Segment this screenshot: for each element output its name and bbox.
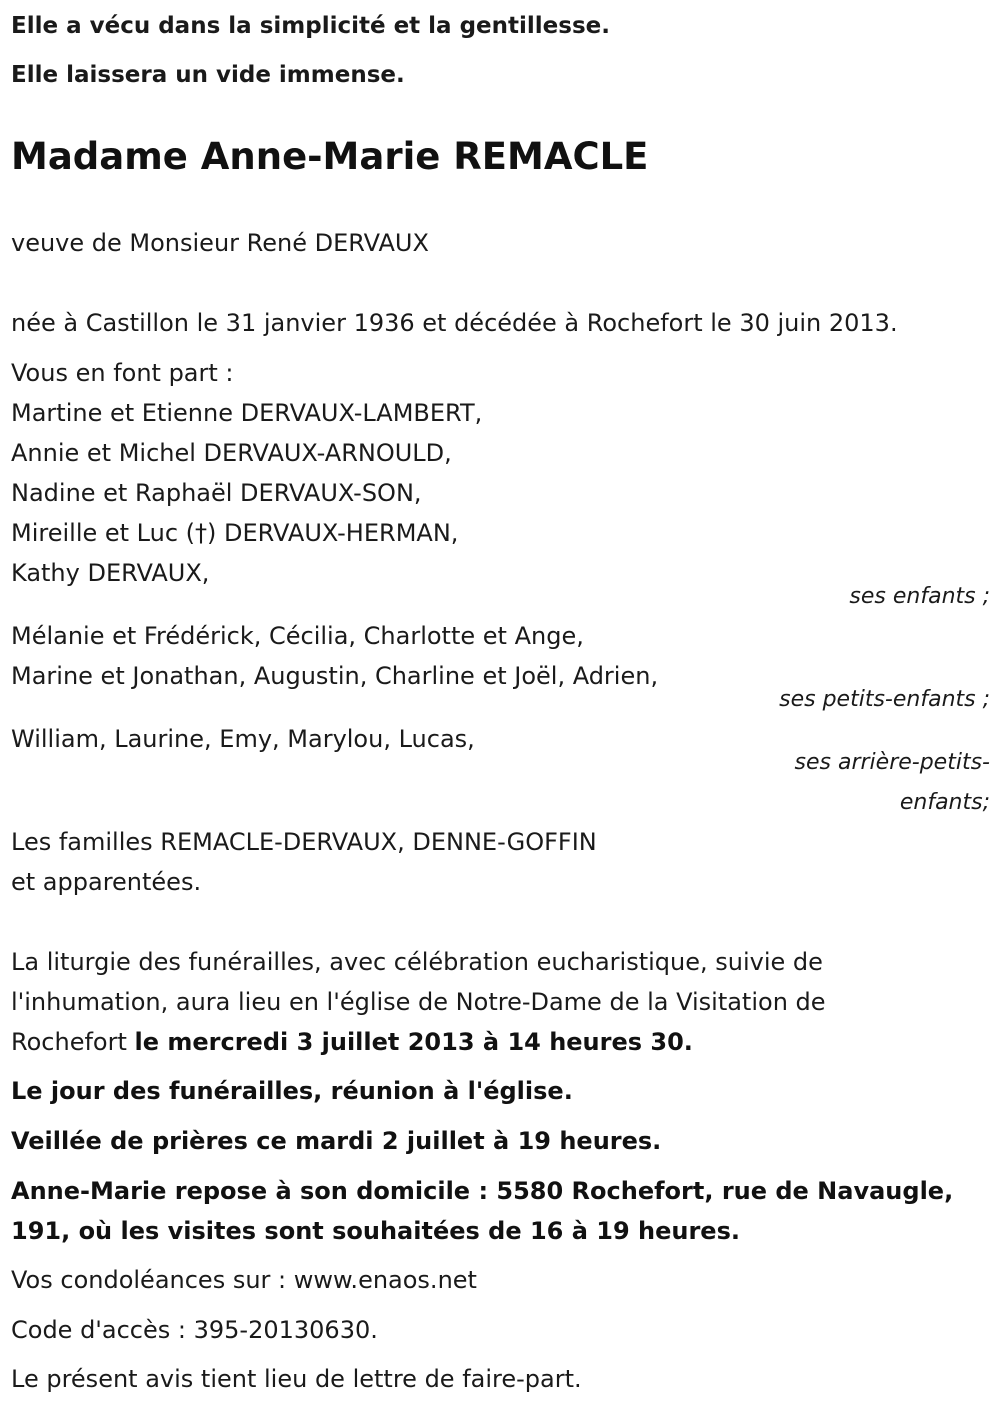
funeral-location: Rochefort (11, 1028, 135, 1056)
funeral-line-1: La liturgie des funérailles, avec célébration eucharistique, suivie de (11, 948, 823, 976)
vigil-line: Veillée de prières ce mardi 2 juillet à 19 heures. (11, 1127, 662, 1155)
funeral-line-2: l'inhumation, aura lieu en l'église de Notre-Dame de la Visitation de (11, 988, 826, 1016)
child-line: Kathy DERVAUX, (11, 559, 210, 587)
notice-line: Le présent avis tient lieu de lettre de faire-part. (11, 1365, 582, 1393)
families-line-1: Les familles REMACLE-DERVAUX, DENNE-GOFFIN (11, 828, 597, 856)
families-line-2: et apparentées. (11, 868, 202, 896)
condolences-line: Vos condoléances sur : www.enaos.net (11, 1266, 477, 1294)
great-grandchildren-line: William, Laurine, Emy, Marylou, Lucas, (11, 725, 475, 753)
child-line: Mireille et Luc (†) DERVAUX-HERMAN, (11, 519, 459, 547)
child-line: Annie et Michel DERVAUX-ARNOULD, (11, 439, 452, 467)
grandchild-line: Mélanie et Frédérick, Cécilia, Charlotte et Ange, (11, 622, 584, 650)
child-line: Martine et Etienne DERVAUX-LAMBERT, (11, 399, 483, 427)
deceased-name: Madame Anne-Marie REMACLE (11, 135, 649, 178)
rest-line-1: Anne-Marie repose à son domicile : 5580 Rochefort, rue de Navaugle, (11, 1177, 954, 1205)
spouse-line: veuve de Monsieur René DERVAUX (11, 229, 429, 257)
child-line: Nadine et Raphaël DERVAUX-SON, (11, 479, 422, 507)
motto-line-2: Elle laissera un vide immense. (11, 62, 405, 88)
grandchildren-label: ses petits-enfants ; (779, 687, 990, 712)
access-code-line: Code d'accès : 395-20130630. (11, 1316, 378, 1344)
dates-line: née à Castillon le 31 janvier 1936 et décédée à Rochefort le 30 juin 2013. (11, 309, 898, 337)
grandchild-line: Marine et Jonathan, Augustin, Charline et Joël, Adrien, (11, 662, 659, 690)
funeral-datetime: le mercredi 3 juillet 2013 à 14 heures 30. (134, 1028, 693, 1056)
great-grandchildren-label-2: enfants; (899, 790, 990, 815)
meeting-line: Le jour des funérailles, réunion à l'église. (11, 1077, 573, 1105)
great-grandchildren-label-1: ses arrière-petits- (794, 750, 990, 775)
family-intro: Vous en font part : (11, 359, 234, 387)
children-label: ses enfants ; (849, 584, 990, 609)
rest-line-2: 191, où les visites sont souhaitées de 16 à 19 heures. (11, 1217, 740, 1245)
funeral-line-3 (11, 1028, 693, 1056)
motto-line-1: Elle a vécu dans la simplicité et la gentillesse. (11, 13, 610, 39)
